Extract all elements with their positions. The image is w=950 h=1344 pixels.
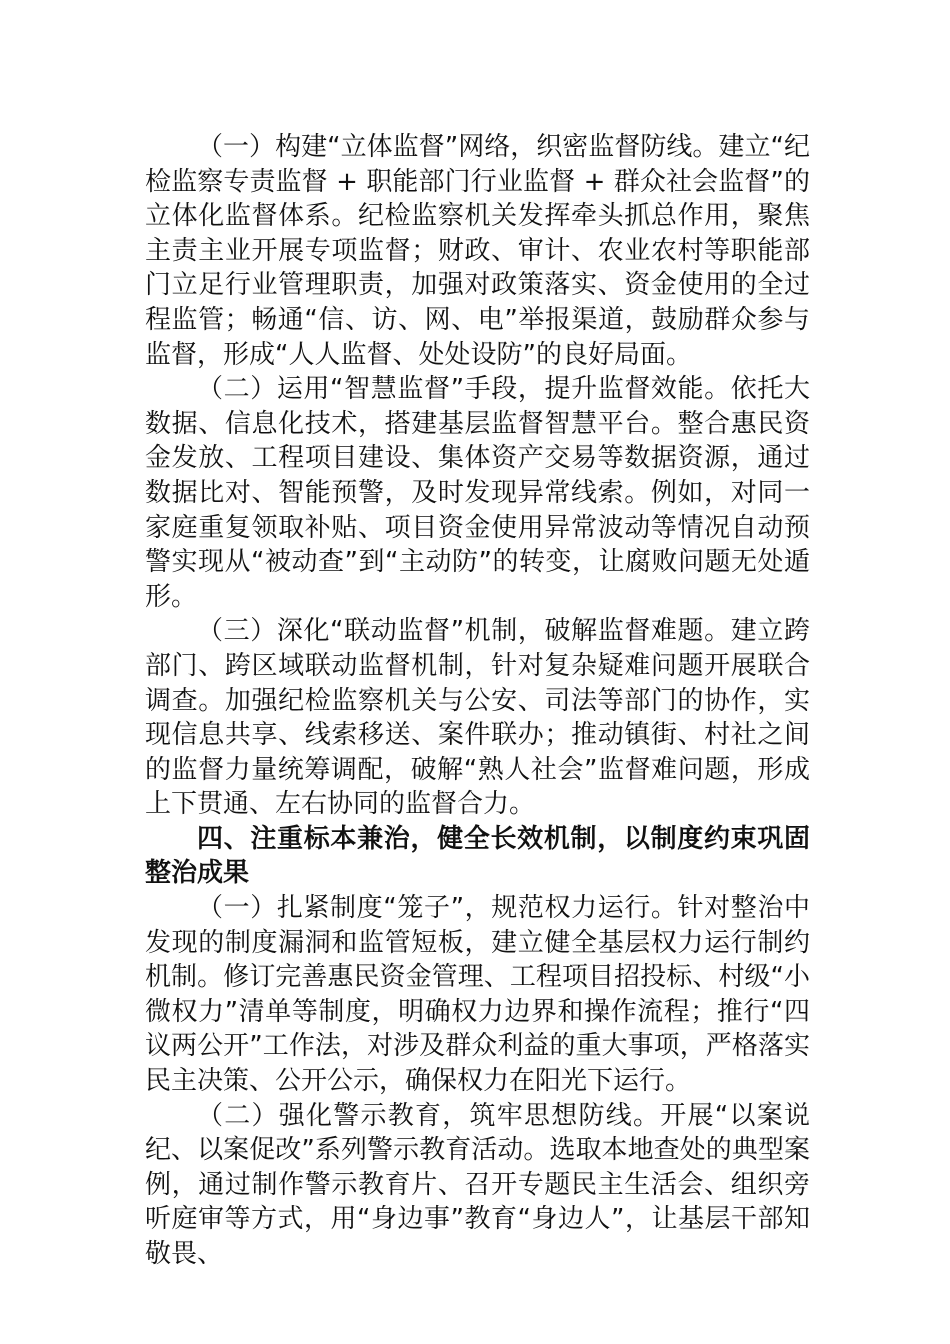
paragraph-4-2-warning-education: （二）强化警示教育，筑牢思想防线。开展“以案说纪、以案促改”系列警示教育活动。选取本地查处的典型案例，通过制作警示教育片、召开专题民主生活会、组织旁听庭审等方式，用“身边事”教育“身边人”，让基层干部知敬畏、 (145, 1100, 810, 1269)
paragraph-4-1-institutional-cage: （一）扎紧制度“笼子”，规范权力运行。针对整治中发现的制度漏洞和监管短板，建立健全基层权力运行制约机制。修订完善惠民资金管理、工程项目招投标、村级“小微权力”清单等制度，明确权力边界和操作流程；推行“四议两公开”工作法，对涉及群众利益的重大事项，严格落实民主决策、公开公示，确保权力在阳光下运行。 (145, 893, 810, 1097)
body-text (145, 130, 810, 1272)
section-heading-4: 四、注重标本兼治，健全长效机制，以制度约束巩固整治成果 (145, 823, 810, 889)
paragraph-1-3-joint-supervision: （三）深化“联动监督”机制，破解监督难题。建立跨部门、跨区域联动监督机制，针对复杂疑难问题开展联合调查。加强纪检监察机关与公安、司法等部门的协作，实现信息共享、线索移送、案件联办；推动镇街、村社之间的监督力量统筹调配，破解“熟人社会”监督难问题，形成上下贯通、左右协同的监督合力。 (145, 616, 810, 820)
paragraph-1-2-smart-supervision: （二）运用“智慧监督”手段，提升监督效能。依托大数据、信息化技术，搭建基层监督智慧平台。整合惠民资金发放、工程项目建设、集体资产交易等数据资源，通过数据比对、智能预警，及时发现异常线索。例如，对同一家庭重复领取补贴、项目资金使用异常波动等情况自动预警实现从“被动查”到“主动防”的转变，让腐败问题无处遁形。 (145, 374, 810, 612)
paragraph-1-1-stereo-supervision: （一）构建“立体监督”网络，织密监督防线。建立“纪检监察专责监督 + 职能部门行业监督 + 群众社会监督”的立体化监督体系。纪检监察机关发挥牵头抓总作用，聚焦主责主业开展专项监督；财政、审计、农业农村等职能部门立足行业管理职责，加强对政策落实、资金使用的全过程监管；畅通“信、访、网、电”举报渠道，鼓励群众参与监督，形成“人人监督、处处设防”的良好局面。 (145, 132, 810, 370)
